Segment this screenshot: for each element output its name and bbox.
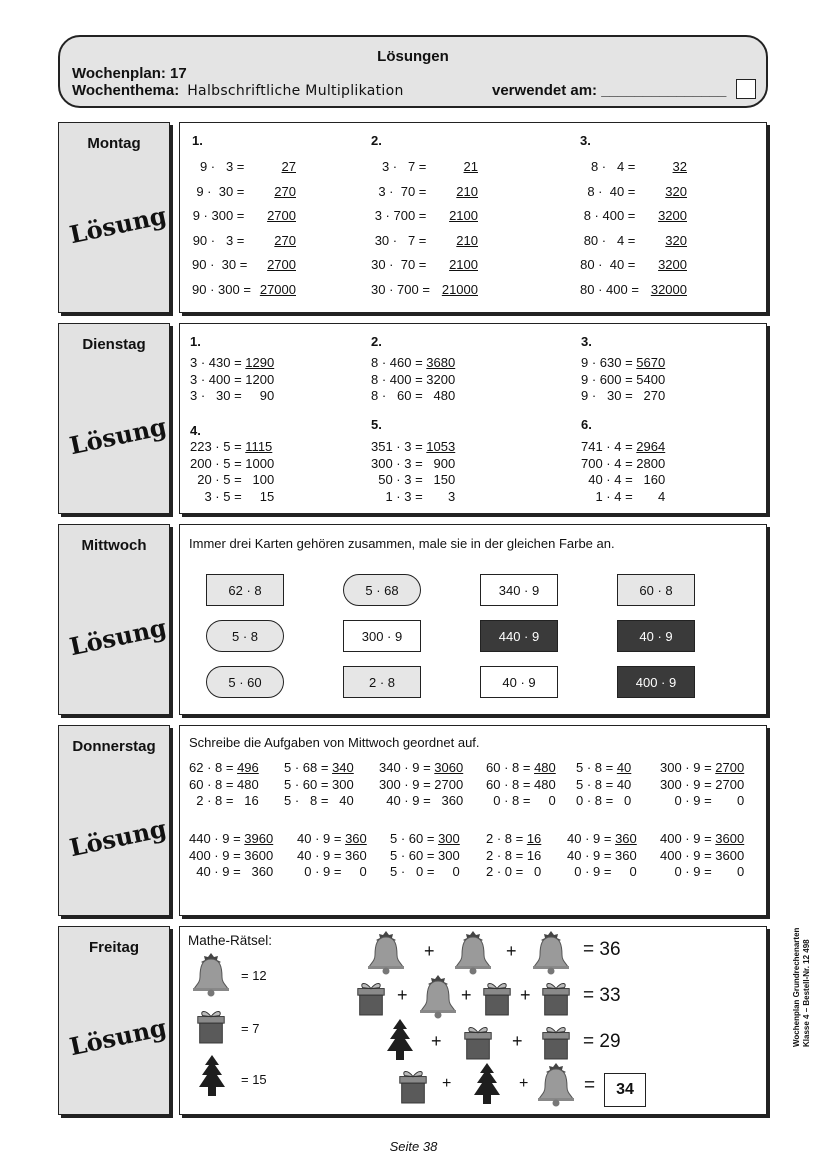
theme-label: Wochenthema: (72, 82, 180, 99)
card[interactable]: 5 · 60 (206, 666, 284, 698)
equation-line: 300 · 3 = 900 (371, 455, 456, 471)
answer-text: 40 (616, 760, 632, 775)
plus-sign: + (519, 1075, 529, 1092)
equation-text: 90 · 30 = (192, 257, 251, 272)
card[interactable]: 400 · 9 (617, 666, 695, 698)
equation-line: 2 · 0 = 0 (486, 864, 542, 879)
tree-icon (383, 1017, 417, 1063)
equation-text: 90 · 3 = (192, 232, 248, 248)
side-label (784, 895, 814, 1055)
equation-line: 40 · 9 = 360 (567, 847, 637, 863)
card[interactable]: 60 · 8 (617, 574, 695, 606)
answer-text: 480 (534, 760, 556, 775)
answer-text: 2100 (449, 208, 478, 223)
answer-text: 2700 (715, 760, 745, 775)
equation-text: 9 · 300 = (192, 208, 248, 223)
equation-line: 40 · 9 = 360 (379, 793, 464, 808)
panel-thursday (179, 725, 767, 916)
equation-line (486, 760, 556, 775)
card[interactable]: 40 · 9 (480, 666, 558, 698)
answer-box[interactable]: 34 (604, 1073, 646, 1107)
gift-icon (396, 1067, 430, 1105)
used-label: verwendet am: _______________ (492, 82, 727, 99)
riddle-label: Mathe-Rätsel: (188, 933, 273, 948)
equation-line: 8 · 400 = 3200 (371, 371, 456, 387)
side-text (792, 887, 812, 1047)
equation-text: 9 · 630 = (581, 355, 637, 370)
tree-icon (470, 1061, 504, 1107)
answer-text: 3680 (426, 355, 456, 370)
solution-stamp: Lösung (66, 200, 169, 250)
task-number: 1. (190, 334, 201, 349)
equation-text: 3 · 430 = (190, 355, 246, 370)
card[interactable]: 5 · 68 (343, 574, 421, 606)
equation-line: 400 · 9 = 3600 (660, 847, 745, 863)
equation-text: 30 · 7 = (374, 232, 430, 248)
solution-stamp: Lösung (66, 813, 169, 863)
equation-text: 3 · 70 = (378, 183, 430, 199)
equation-line: 40 · 9 = 360 (189, 864, 274, 879)
plus-sign: + (431, 1031, 442, 1051)
equation-text: 5 · 8 = (576, 760, 617, 775)
equation-text: 440 · 9 = (189, 831, 245, 846)
answer-text: 1290 (245, 355, 275, 370)
equation-line (189, 760, 259, 775)
equation-line: 700 · 4 = 2800 (581, 455, 666, 471)
answer-text: 1053 (426, 439, 456, 454)
equation-line (567, 831, 637, 846)
task-number: 4. (190, 423, 201, 438)
equation-text: 30 · 70 = (371, 257, 430, 272)
instruction-text: Schreibe die Aufgaben von Mittwoch geordnet auf. (189, 735, 480, 750)
equation-line: 5 · 0 = 0 (390, 864, 460, 879)
answer-text: 2700 (267, 208, 296, 223)
gift-icon (194, 1007, 228, 1045)
answer-text: 16 (526, 831, 542, 846)
plan-label: Wochenplan: 17 (72, 65, 187, 82)
answer-text: 320 (665, 183, 687, 199)
answer-text: 360 (615, 831, 637, 846)
result-3: = 29 (583, 1031, 621, 1052)
equation-text: 3 · 7 = (381, 159, 430, 174)
side-line-1: Wochenplan Grundrechenarten (792, 927, 801, 1047)
equation-line (486, 831, 541, 846)
tree-icon (195, 1053, 229, 1099)
equation-text: 223 · 5 = (190, 439, 246, 454)
gift-value: = 7 (241, 1021, 260, 1036)
theme-value: Halbschriftliche Multiplikation (187, 83, 404, 99)
task-number: 3. (580, 133, 591, 148)
answer-text: 210 (456, 232, 478, 248)
equation-text: 8 · 460 = (371, 355, 427, 370)
task-number: 5. (371, 417, 382, 432)
equation-text: 40 · 9 = (297, 831, 346, 846)
tree-value: = 15 (241, 1072, 267, 1087)
task-number: 6. (581, 417, 592, 432)
day-label: Donnerstag (72, 738, 156, 755)
equation-line (379, 760, 463, 775)
plus-sign: + (461, 985, 472, 1005)
answer-text: 27 (281, 159, 296, 174)
panel-monday (179, 122, 767, 313)
equation-text: 8 · 400 = (583, 208, 639, 223)
equation-line: 50 · 3 = 150 (371, 472, 456, 487)
bell-value: = 12 (241, 968, 267, 983)
bell-icon (366, 929, 406, 975)
answer-text: 270 (274, 183, 296, 199)
equation-line (660, 831, 744, 846)
card[interactable]: 2 · 8 (343, 666, 421, 698)
equation-text: 300 · 9 = (660, 760, 716, 775)
solution-stamp: Lösung (66, 1012, 169, 1062)
answer-text: 300 (438, 831, 460, 846)
equation-line (576, 760, 631, 775)
equation-line: 200 · 5 = 1000 (190, 455, 275, 471)
equation-text: 60 · 8 = (486, 760, 535, 775)
bell-icon (536, 1061, 576, 1107)
task-number: 2. (371, 133, 382, 148)
equation-text: 80 · 4 = (583, 232, 639, 248)
equation-line: 5 · 8 = 40 (576, 776, 632, 792)
equation-line: 400 · 9 = 3600 (189, 847, 274, 863)
equation-line (284, 760, 354, 775)
equation-text: 5 · 68 = (284, 760, 333, 775)
page-footer: Seite 38 (389, 1139, 438, 1154)
equation-line: 5 · 8 = 40 (284, 793, 354, 808)
panel-tuesday (179, 323, 767, 514)
page-title: Lösungen (377, 48, 449, 65)
equation-text: 8 · 40 = (587, 183, 639, 199)
gift-icon (461, 1023, 495, 1061)
equation-text: 8 · 4 = (590, 159, 639, 174)
equation-line (297, 831, 367, 846)
equation-text: 80 · 400 = (580, 281, 643, 297)
equation-line: 5 · 60 = 300 (390, 847, 460, 863)
answer-text: 5670 (636, 355, 666, 370)
day-wednesday (58, 524, 170, 715)
task-number: 3. (581, 334, 592, 349)
bell-icon (191, 951, 231, 997)
day-thursday (58, 725, 170, 916)
equation-text: 9 · 3 = (199, 159, 248, 174)
equation-text: 80 · 40 = (580, 257, 639, 272)
equation-line: 1 · 4 = 4 (581, 488, 666, 504)
result-2: = 33 (583, 985, 621, 1006)
answer-text: 3060 (434, 760, 464, 775)
equation-line: 0 · 8 = 0 (486, 793, 556, 808)
side-line-2: Klasse 4 – Bestell-Nr. 12 498 (802, 939, 811, 1047)
panel-friday (179, 926, 767, 1115)
equation-line: 0 · 9 = 0 (660, 864, 745, 879)
answer-text: 3200 (658, 208, 687, 223)
task-number: 1. (192, 133, 203, 148)
header-box (58, 35, 768, 108)
equation-line (581, 355, 665, 370)
day-label: Mittwoch (81, 537, 147, 554)
plus-sign: + (424, 941, 435, 961)
theme-line (72, 82, 404, 99)
answer-text: 270 (274, 232, 296, 248)
answer-text: 2100 (449, 257, 478, 272)
equation-line (581, 439, 665, 454)
answer-text: 3960 (244, 831, 274, 846)
equation-line: 0 · 9 = 0 (660, 793, 745, 808)
equation-line: 2 · 8 = 16 (189, 793, 259, 808)
panel-wednesday (179, 524, 767, 715)
equation-line: 60 · 8 = 480 (189, 776, 259, 792)
day-label: Montag (87, 135, 141, 152)
card[interactable]: 340 · 9 (480, 574, 558, 606)
answer-text: 340 (332, 760, 354, 775)
equation-line: 300 · 9 = 2700 (660, 776, 745, 792)
plus-sign: + (506, 941, 517, 961)
equation-text: 340 · 9 = (379, 760, 435, 775)
answer-text: 320 (665, 232, 687, 248)
bell-icon (453, 929, 493, 975)
day-tuesday (58, 323, 170, 514)
equation-line (189, 831, 273, 846)
answer-text: 496 (237, 760, 259, 775)
equation-line (390, 831, 460, 846)
task-number: 2. (371, 334, 382, 349)
plus-sign: + (512, 1031, 523, 1051)
card[interactable]: 40 · 9 (617, 620, 695, 652)
answer-text: 3600 (715, 831, 745, 846)
answer-text: 360 (345, 831, 367, 846)
solution-stamp: Lösung (66, 612, 169, 662)
day-monday (58, 122, 170, 313)
equation-line (371, 439, 455, 454)
equation-line: 3 · 400 = 1200 (190, 371, 275, 387)
checkbox[interactable] (736, 79, 756, 99)
equation-text: 40 · 9 = (567, 831, 616, 846)
answer-text: 32 (672, 159, 687, 174)
equation-line: 9 · 600 = 5400 (581, 371, 666, 387)
equation-text: 5 · 60 = (390, 831, 439, 846)
equation-line (371, 355, 455, 370)
equation-line: 3 · 5 = 15 (190, 488, 275, 504)
equation-line: 40 · 4 = 160 (581, 472, 666, 487)
gift-icon (480, 979, 514, 1017)
answer-text: 27000 (259, 281, 296, 297)
result-1: = 36 (583, 939, 621, 960)
equation-line: 5 · 60 = 300 (284, 776, 354, 792)
equation-line: 0 · 8 = 0 (576, 793, 632, 808)
equation-text: 30 · 700 = (371, 281, 434, 297)
bell-icon (531, 929, 571, 975)
equation-text: 9 · 30 = (196, 183, 248, 199)
equation-line: 20 · 5 = 100 (190, 472, 275, 487)
equation-line: 9 · 30 = 270 (581, 388, 666, 403)
bell-icon (418, 973, 458, 1019)
card[interactable]: 62 · 8 (206, 574, 284, 606)
equation-text: 90 · 300 = (192, 281, 255, 297)
equation-line: 60 · 8 = 480 (486, 776, 556, 792)
answer-text: 32000 (650, 281, 687, 297)
equation-line: 3 · 30 = 90 (190, 388, 275, 403)
answer-text: 21 (463, 159, 478, 174)
equals-sign: = (584, 1075, 596, 1096)
answer-text: 2700 (267, 257, 296, 272)
equation-text: 3 · 700 = (374, 208, 430, 223)
card[interactable]: 5 · 8 (206, 620, 284, 652)
plus-sign: + (520, 985, 531, 1005)
day-friday (58, 926, 170, 1115)
day-label: Freitag (88, 939, 139, 956)
answer-text: 3200 (658, 257, 687, 272)
plus-sign: + (397, 985, 408, 1005)
equation-line: 1 · 3 = 3 (371, 488, 456, 504)
card[interactable]: 440 · 9 (480, 620, 558, 652)
equation-line: 2 · 8 = 16 (486, 847, 542, 863)
equation-text: 400 · 9 = (660, 831, 716, 846)
equation-line (660, 760, 744, 775)
answer-text: 210 (456, 183, 478, 199)
instruction-text: Immer drei Karten gehören zusammen, male sie in der gleichen Farbe an. (189, 536, 615, 551)
equation-text: 351 · 3 = (371, 439, 427, 454)
equation-text: 741 · 4 = (581, 439, 637, 454)
plus-sign: + (442, 1075, 452, 1092)
equation-line (190, 439, 272, 454)
equation-line: 40 · 9 = 360 (297, 847, 367, 863)
card[interactable]: 300 · 9 (343, 620, 421, 652)
equation-line: 0 · 9 = 0 (297, 864, 367, 879)
answer-text: 2964 (636, 439, 666, 454)
answer-text: 1115 (245, 439, 273, 454)
equation-text: 2 · 8 = (486, 831, 527, 846)
gift-icon (539, 1023, 573, 1061)
day-label: Dienstag (82, 336, 146, 353)
equation-line: 0 · 9 = 0 (567, 864, 637, 879)
solution-stamp: Lösung (66, 411, 169, 461)
answer-text: 21000 (441, 281, 478, 297)
equation-text: 62 · 8 = (189, 760, 238, 775)
equation-line (190, 355, 274, 370)
gift-icon (354, 979, 388, 1017)
equation-line: 300 · 9 = 2700 (379, 776, 464, 792)
gift-icon (539, 979, 573, 1017)
equation-line: 8 · 60 = 480 (371, 388, 456, 403)
